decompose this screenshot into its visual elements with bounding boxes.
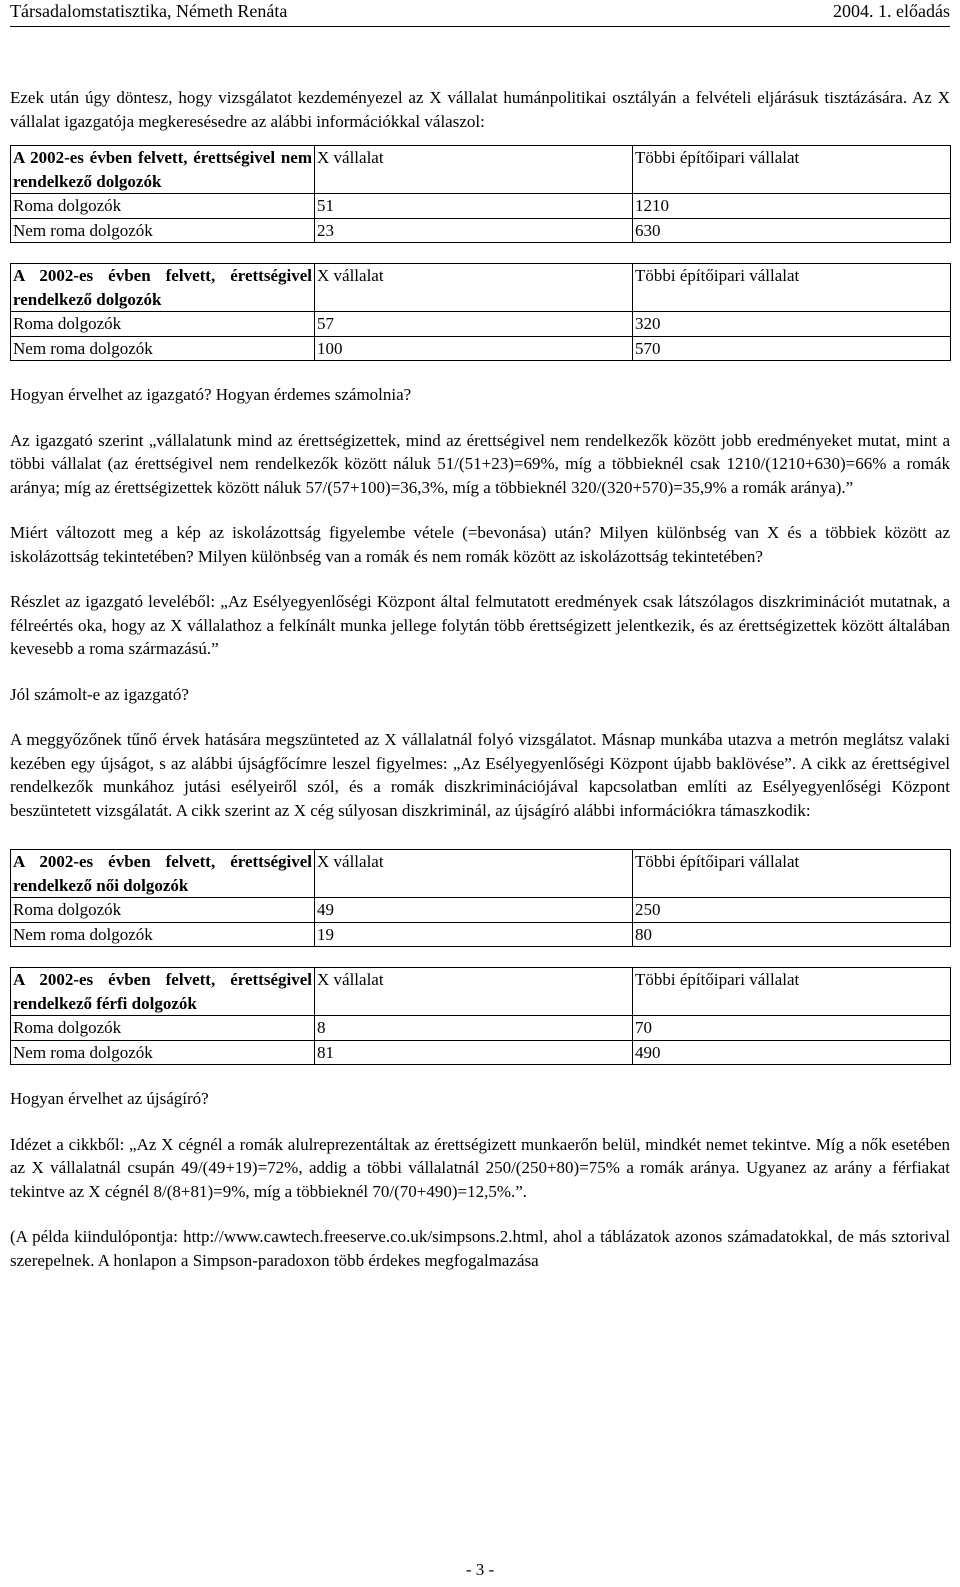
table-row <box>11 312 951 337</box>
cell-x: 49 <box>315 898 633 923</box>
table-header-row <box>11 146 951 194</box>
table-header-x: X vállalat <box>315 264 633 312</box>
row-label: Roma dolgozók <box>11 898 315 923</box>
table-header-other: Többi építőipari vállalat <box>633 264 951 312</box>
table-no-diploma <box>10 145 951 243</box>
table-row <box>11 218 951 243</box>
cell-x: 19 <box>315 922 633 947</box>
table-header-label: A 2002-es évben felvett, érettségivel rendelkező dolgozók <box>11 264 315 312</box>
table-header-other: Többi építőipari vállalat <box>633 146 951 194</box>
cell-x: 81 <box>315 1040 633 1065</box>
cell-x: 23 <box>315 218 633 243</box>
table-row <box>11 1040 951 1065</box>
table-row <box>11 194 951 219</box>
table-header-label: A 2002-es évben felvett, érettségivel rendelkező férfi dolgozók <box>11 968 315 1016</box>
question-director: Hogyan érvelhet az igazgató? Hogyan érdemes számolnia? <box>10 385 412 404</box>
cell-other: 570 <box>633 336 951 361</box>
table-header-row <box>11 850 951 898</box>
row-label: Roma dolgozók <box>11 194 315 219</box>
table-women <box>10 849 951 947</box>
cell-x: 51 <box>315 194 633 219</box>
cell-other: 630 <box>633 218 951 243</box>
row-label: Roma dolgozók <box>11 312 315 337</box>
row-label: Nem roma dolgozók <box>11 1040 315 1065</box>
document-body <box>10 86 950 1272</box>
cell-other: 320 <box>633 312 951 337</box>
question-calculation: Jól számolt-e az igazgató? <box>10 684 189 704</box>
table-men <box>10 967 951 1065</box>
table-header-row <box>11 264 951 312</box>
table-header-x: X vállalat <box>315 850 633 898</box>
row-label: Nem roma dolgozók <box>11 336 315 361</box>
header-title: Társadalomstatisztika, Németh Renáta <box>10 1 288 21</box>
table-header-row <box>11 968 951 1016</box>
table-row <box>11 336 951 361</box>
header-date: 2004. 1. előadás <box>833 1 950 21</box>
question-journalist: Hogyan érvelhet az újságíró? <box>10 1089 209 1108</box>
table-diploma <box>10 263 951 361</box>
table-header-x: X vállalat <box>315 146 633 194</box>
cell-other: 70 <box>633 1016 951 1041</box>
cell-x: 57 <box>315 312 633 337</box>
table-header-other: Többi építőipari vállalat <box>633 968 951 1016</box>
row-label: Nem roma dolgozók <box>11 922 315 947</box>
page-header <box>10 0 950 27</box>
page-number: - 3 - <box>465 1560 495 1579</box>
cell-other: 80 <box>633 922 951 947</box>
cell-other: 250 <box>633 898 951 923</box>
paragraph-questions: Miért változott meg a kép az iskolázottság figyelembe vétele (=bevonása) után? Milyen különbség van X és a többiek között az iskolázottság tekintetében? Milyen különbség van a romák és nem romák között az iskolázottság tekintetében? <box>10 523 950 566</box>
cell-x: 100 <box>315 336 633 361</box>
table-row <box>11 1016 951 1041</box>
cell-other: 490 <box>633 1040 951 1065</box>
table-row <box>11 922 951 947</box>
table-row <box>11 898 951 923</box>
paragraph-letter-excerpt: Részlet az igazgató leveléből: „Az Esélyegyenlőségi Központ által felmutatott eredmények csak látszólagos diszkriminációt mutatnak, a félreértés oka, hogy az X vállalathoz a felkínált munka jellege folytán több érettségizett jelentkezik, és az érettségizettek között általában kevesebb a roma származású.” <box>10 592 950 658</box>
paragraph-source-note: (A példa kiindulópontja: http://www.cawtech.freeserve.co.uk/simpsons.2.html, ahol a táblázatok azonos számadatokkal, de más sztorival szerepelnek. A honlapon a Simpson-paradoxon több érdekes megfogalmazása <box>10 1227 950 1270</box>
table-header-label: A 2002-es évben felvett, érettségivel nem rendelkező dolgozók <box>11 146 315 194</box>
paragraph-director-argument: Az igazgató szerint „vállalatunk mind az érettségizettek, mind az érettségivel nem rendelkezők között jobb eredményeket mutat, mint a többi vállalat (az érettségivel nem rendelkezők között náluk 51/(51+23)=69%, míg a többieknél csak 1210/(1210+630)=66% a romák aránya; míg az érettségizettek között náluk 57/(57+100)=36,3%, míg a többieknél 320/(320+570)=35,9% a romák aránya).” <box>10 430 950 497</box>
paragraph-article-quote: Idézet a cikkből: „Az X cégnél a romák alulreprezentáltak az érettségizett munkaerőn belül, mindkét nemet tekintve. Míg a nők esetében az X vállalatnál csupán 49/(49+19)=72%, addig a többi vállalatnál 250/(250+80)=75% a romák aránya. Ugyanez az arány a férfiakat tekintve az X cégnél 8/(8+81)=9%, míg a többieknél 70/(70+490)=12,5%.”. <box>10 1134 950 1201</box>
table-header-label: A 2002-es évben felvett, érettségivel rendelkező női dolgozók <box>11 850 315 898</box>
table-header-other: Többi építőipari vállalat <box>633 850 951 898</box>
row-label: Roma dolgozók <box>11 1016 315 1041</box>
paragraph-intro: Ezek után úgy döntesz, hogy vizsgálatot kezdeményezel az X vállalat humánpolitikai osztályán a felvételi eljárásuk tisztázására. Az X vállalat igazgatója megkeresésedre az alábbi információkkal válaszol: <box>10 88 950 131</box>
paragraph-newspaper: A meggyőzőnek tűnő érvek hatására megszünteted az X vállalatnál folyó vizsgálatot. Másnap munkába utazva a metrón meglátsz valaki kezében egy újságot, s az alábbi újságfőcímre leszel figyelmes: „Az Esélyegyenlőségi Központ újabb baklövése”. A cikk az érettségivel rendelkezők munkához jutási esélyeiről szól, és a romák diszkriminációjával kapcsolatban említi az Esélyegyenlőségi Központ beszüntetett vizsgálatát. A cikk szerint az X cég súlyosan diszkriminál, az újságíró alábbi információkra támaszkodik: <box>10 730 950 820</box>
cell-x: 8 <box>315 1016 633 1041</box>
cell-other: 1210 <box>633 194 951 219</box>
table-header-x: X vállalat <box>315 968 633 1016</box>
row-label: Nem roma dolgozók <box>11 218 315 243</box>
